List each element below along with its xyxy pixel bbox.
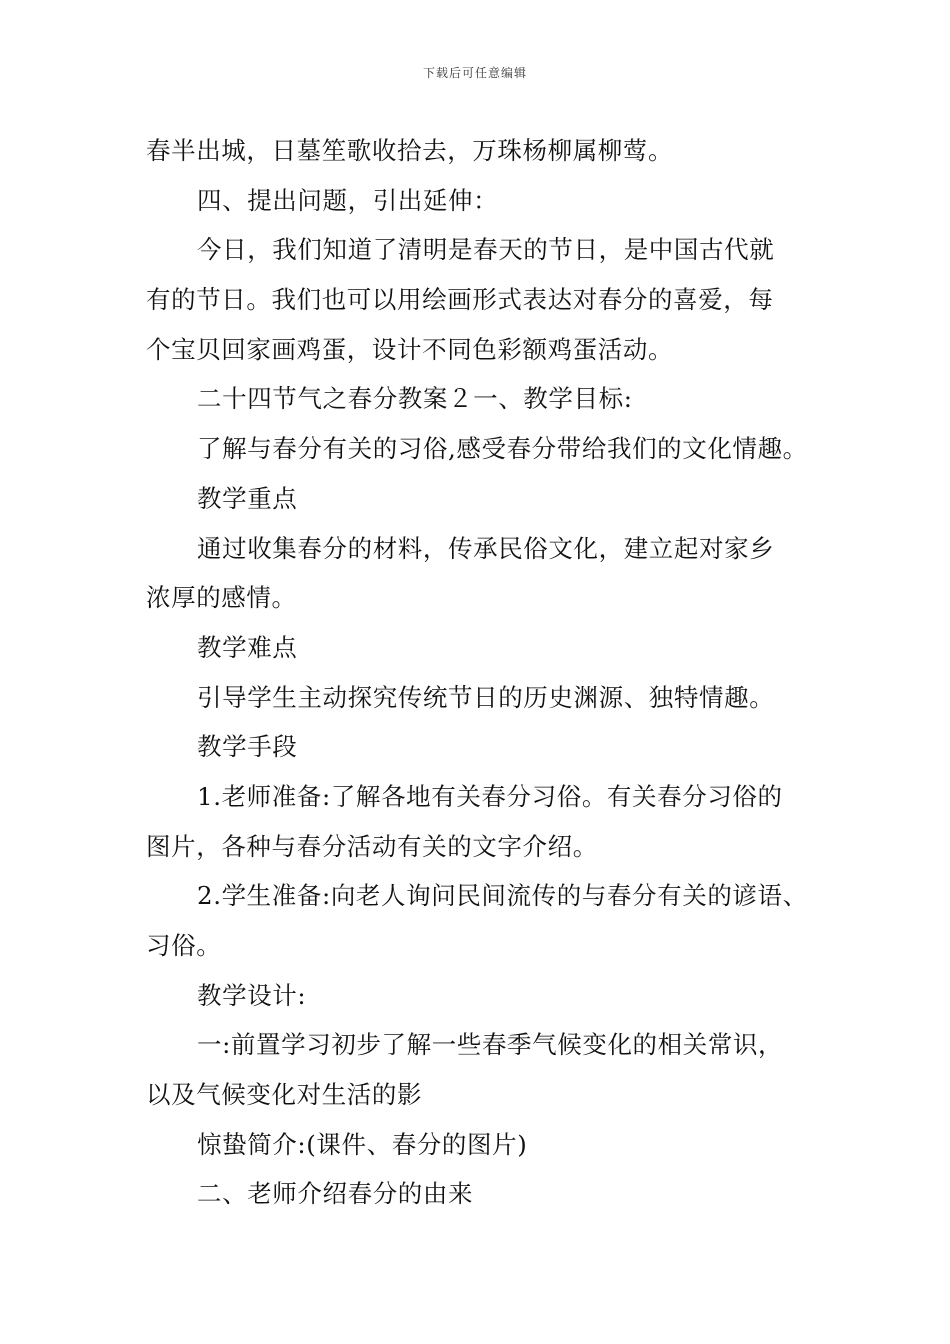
text-line: 图片，各种与春分活动有关的文字介绍。 xyxy=(146,831,598,861)
section-heading: 教学手段 xyxy=(197,732,298,762)
header-note: 下载后可任意编辑 xyxy=(422,66,527,80)
text-line: 以及气候变化对生活的影 xyxy=(146,1080,423,1110)
text-line: 习俗。 xyxy=(146,931,222,960)
text-line: 有的节日。我们也可以用绘画形式表达对春分的喜爱，每 xyxy=(146,285,774,315)
section-heading: 二十四节气之春分教案２一、教学目标: xyxy=(197,384,633,414)
text-line: 惊蛰简介:(课件、春分的图片) xyxy=(197,1129,528,1159)
document-body xyxy=(146,126,826,1219)
text-line: 了解与春分有关的习俗,感受春分带给我们的文化情趣。 xyxy=(197,434,808,464)
section-heading: 四、提出问题，引出延伸： xyxy=(197,185,499,215)
section-heading: 教学难点 xyxy=(197,632,298,662)
text-line: 一:前置学习初步了解一些春季气候变化的相关常识， xyxy=(197,1030,784,1060)
section-heading: 教学设计: xyxy=(197,980,307,1010)
section-heading: 二、老师介绍春分的由来 xyxy=(197,1179,474,1209)
text-line: 今日，我们知道了清明是春天的节日，是中国古代就 xyxy=(197,235,775,265)
text-line: 春半出城，日墓笙歌收拾去，万珠杨柳属柳莺。 xyxy=(146,136,674,165)
text-line: 个宝贝回家画鸡蛋，设计不同色彩额鸡蛋活动。 xyxy=(146,334,674,364)
text-line: 引导学生主动探究传统节日的历史渊源、独特情趣。 xyxy=(197,682,775,712)
text-line: 通过收集春分的材料，传承民俗文化，建立起对家乡 xyxy=(197,533,775,563)
text-line: 浓厚的感情。 xyxy=(146,583,297,613)
section-heading: 教学重点 xyxy=(197,483,298,513)
list-item: 1.老师准备:了解各地有关春分习俗。有关春分习俗的 xyxy=(197,781,783,811)
list-item: 2.学生准备:向老人询问民间流传的与春分有关的谚语、 xyxy=(197,881,808,911)
